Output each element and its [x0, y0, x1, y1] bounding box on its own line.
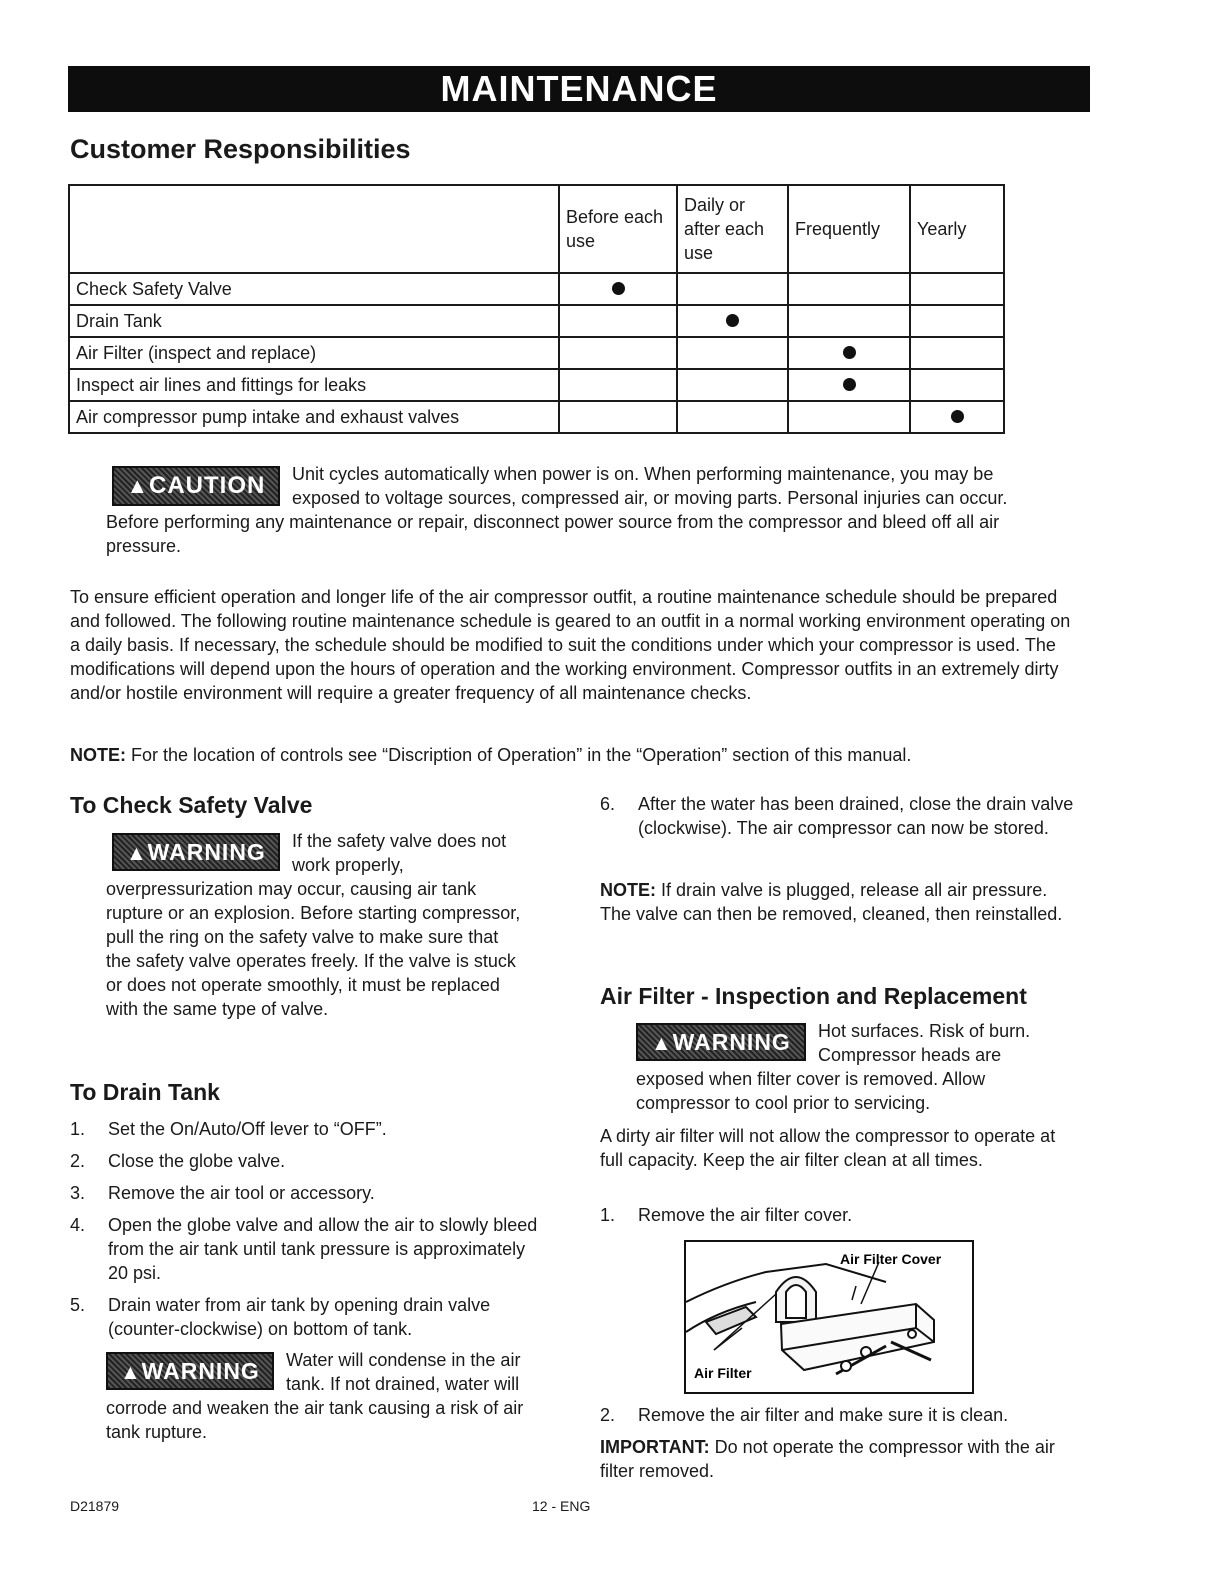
table-cell-mark	[559, 401, 677, 433]
air-filter-title: Air Filter - Inspection and Replacement	[600, 983, 1027, 1009]
warning-badge: ▲WARNING	[636, 1023, 806, 1061]
intro-paragraph: To ensure efficient operation and longer life of the air compressor outfit, a routine maintenance schedule should be prepared and followed. The following routine maintenance schedule is geared to an outfit in a normal working environment operating on a daily basis. If necessary, the schedule should be modified to suit the conditions under which your compressor is used. The modifications will depend upon the hours of operation and the working environment. Compressor outfits in an extremely dirty and/or hostile environment will require a greater frequency of all maintenance checks.	[70, 587, 1071, 703]
list-item: 1. Set the On/Auto/Off lever to “OFF”.	[70, 1119, 387, 1139]
caution-notice	[106, 462, 1046, 558]
drain-tank-steps	[70, 1117, 540, 1349]
air-filter-step-1	[600, 1203, 1080, 1235]
table-cell-mark	[788, 273, 910, 305]
warning-triangle-icon: ▲	[651, 1032, 673, 1055]
table-cell-mark	[788, 369, 910, 401]
table-cell-task: Inspect air lines and fittings for leaks	[69, 369, 559, 401]
note-label: NOTE:	[600, 880, 656, 900]
drain-tank-warning	[106, 1348, 536, 1444]
bullet-dot-icon	[612, 282, 625, 295]
table-header-row	[69, 185, 1004, 273]
table-cell-mark	[559, 337, 677, 369]
caution-text: Unit cycles automatically when power is on. When performing maintenance, you may be exposed to voltage sources, compressed air, or moving parts. Personal injuries can occur. Before performing any maintenance or repair, disconnect power source from the compressor and bleed off all air pressure.	[106, 464, 1008, 556]
table-cell-mark	[559, 305, 677, 337]
table-row	[69, 401, 1004, 433]
table-cell-mark	[910, 369, 1004, 401]
list-item: 2. Close the globe valve.	[70, 1151, 286, 1171]
table-cell-mark	[788, 401, 910, 433]
bullet-dot-icon	[951, 410, 964, 423]
table-cell-task: Check Safety Valve	[69, 273, 559, 305]
figure-label-filter: Air Filter	[694, 1365, 752, 1381]
maintenance-schedule-table	[68, 184, 1005, 434]
table-cell-mark	[788, 305, 910, 337]
figure-label-cover: Air Filter Cover	[840, 1251, 942, 1267]
table-header-frequently: Frequently	[788, 185, 910, 273]
air-filter-step-2	[600, 1403, 1080, 1435]
list-item: 3. Remove the air tool or accessory.	[70, 1183, 375, 1203]
safety-valve-warning	[106, 829, 526, 1021]
air-filter-warning	[636, 1019, 1046, 1115]
list-item: 2. Remove the air filter and make sure it is clean.	[600, 1405, 1009, 1425]
table-header-yearly: Yearly	[910, 185, 1004, 273]
safety-valve-warning-text: If the safety valve does not work properly, overpressurization may occur, causing air tank rupture or an explosion. Before starting compressor, pull the ring on the safety valve to make sure that the safety valve operates freely. If the valve is stuck or does not operate smoothly, it must be replaced with the same type of valve.	[106, 831, 521, 1019]
air-filter-paragraph: A dirty air filter will not allow the compressor to operate at full capacity. Keep the air filter clean at all times.	[600, 1126, 1056, 1170]
table-cell-mark	[677, 401, 788, 433]
section-title: Customer Responsibilities	[70, 134, 411, 164]
warning-triangle-icon: ▲	[120, 1361, 142, 1384]
warning-triangle-icon: ▲	[126, 473, 150, 498]
warning-triangle-icon: ▲	[126, 842, 148, 865]
bullet-dot-icon	[726, 314, 739, 327]
table-cell-mark	[910, 273, 1004, 305]
table-header-daily: Daily or after each use	[677, 185, 788, 273]
table-cell-mark	[910, 401, 1004, 433]
air-filter-important	[600, 1435, 1080, 1483]
important-text: Do not operate the compressor with the air filter removed.	[600, 1437, 1055, 1481]
note-label: NOTE:	[70, 745, 126, 765]
list-item: 4. Open the globe valve and allow the air to slowly bleed from the air tank until tank pressure is approximately 20 psi.	[70, 1215, 538, 1283]
table-cell-mark	[910, 305, 1004, 337]
drain-step-6	[600, 792, 1080, 848]
table-cell-task: Air compressor pump intake and exhaust valves	[69, 401, 559, 433]
safety-valve-title: To Check Safety Valve	[70, 792, 313, 818]
important-label: IMPORTANT:	[600, 1437, 710, 1457]
table-row	[69, 273, 1004, 305]
table-cell-task: Drain Tank	[69, 305, 559, 337]
table-header-before-each-use: Before each use	[559, 185, 677, 273]
footer-page-number: 12 - ENG	[532, 1498, 591, 1514]
table-cell-task: Air Filter (inspect and replace)	[69, 337, 559, 369]
table-cell-mark	[677, 305, 788, 337]
table-cell-mark	[910, 337, 1004, 369]
drain-tank-title: To Drain Tank	[70, 1079, 220, 1105]
bullet-dot-icon	[843, 378, 856, 391]
note-text: If drain valve is plugged, release all air pressure. The valve can then be removed, cleaned, then reinstalled.	[600, 880, 1063, 924]
table-cell-mark	[788, 337, 910, 369]
note-controls	[70, 743, 1085, 767]
table-header-task	[69, 185, 559, 273]
table-cell-mark	[677, 337, 788, 369]
list-item: 6. After the water has been drained, close the drain valve (clockwise). The air compressor can now be stored.	[600, 794, 1074, 838]
bullet-dot-icon	[843, 346, 856, 359]
table-row	[69, 369, 1004, 401]
list-item: 5. Drain water from air tank by opening drain valve (counter-clockwise) on bottom of tank.	[70, 1295, 491, 1339]
list-item: 1. Remove the air filter cover.	[600, 1205, 853, 1225]
caution-badge: ▲CAUTION	[112, 466, 280, 506]
table-cell-mark	[559, 273, 677, 305]
table-row	[69, 337, 1004, 369]
footer-doc-id: D21879	[70, 1498, 120, 1514]
air-filter-figure	[684, 1240, 974, 1394]
page-banner: MAINTENANCE	[68, 66, 1090, 112]
table-cell-mark	[677, 369, 788, 401]
air-filter-illustration	[686, 1242, 972, 1392]
table-row	[69, 305, 1004, 337]
drain-note	[600, 878, 1080, 926]
table-cell-mark	[677, 273, 788, 305]
warning-badge: ▲WARNING	[106, 1352, 274, 1390]
note-text: For the location of controls see “Discription of Operation” in the “Operation” section of this manual.	[131, 745, 912, 765]
table-cell-mark	[559, 369, 677, 401]
drain-tank-warning-text: Water will condense in the air tank. If not drained, water will corrode and weaken the air tank causing a risk of air tank rupture.	[106, 1350, 524, 1442]
warning-badge: ▲WARNING	[112, 833, 280, 871]
air-filter-warning-text: Hot surfaces. Risk of burn. Compressor heads are exposed when filter cover is removed. Allow compressor to cool prior to servicing.	[636, 1021, 1031, 1113]
